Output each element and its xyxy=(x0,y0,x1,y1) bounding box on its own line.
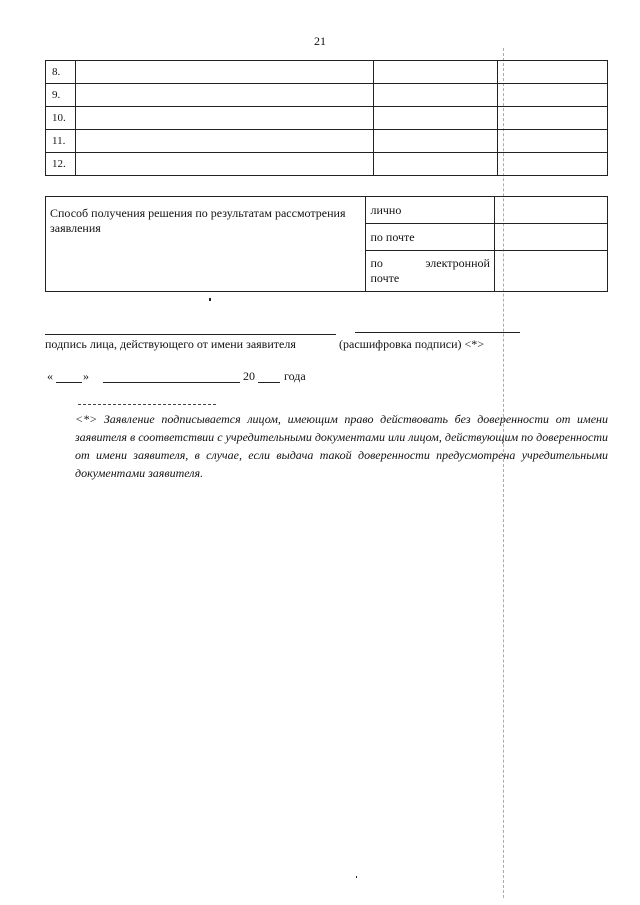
table-row xyxy=(46,153,608,176)
row-cell-extra[interactable] xyxy=(498,61,608,84)
scan-speck xyxy=(356,876,357,878)
footnote xyxy=(47,410,608,482)
date-close-quote: » xyxy=(83,369,89,383)
signature-caption: подпись лица, действующего от имени заявителя xyxy=(45,337,296,351)
table-row xyxy=(46,84,608,107)
option-electronic-label xyxy=(366,251,494,292)
row-cell-extra[interactable] xyxy=(498,107,608,130)
option-in-person-label: лично xyxy=(366,197,494,224)
row-cell-name[interactable] xyxy=(76,84,374,107)
option-electronic-word-1: по xyxy=(370,256,383,270)
receipt-method-label: Способ получения решения по результатам рассмотрения заявления xyxy=(46,197,366,292)
row-cell-extra[interactable] xyxy=(498,84,608,107)
footnote-text: <*> Заявление подписывается лицом, имеющим право действовать без доверенности от имени заявителя в соответствии с учредительными документами или лицом, действующим по доверенности от имени заявителя, в случае, если выдача такой доверенности предусмотрена учредительными документами заявителя. xyxy=(75,412,608,480)
table-row xyxy=(46,61,608,84)
row-cell-value[interactable] xyxy=(374,61,498,84)
signature-decoding-line[interactable] xyxy=(355,332,520,333)
row-cell-value[interactable] xyxy=(374,130,498,153)
option-by-mail-label: по почте xyxy=(366,224,494,251)
date-year-field[interactable] xyxy=(258,382,280,383)
receipt-method-table xyxy=(45,196,608,292)
row-cell-value[interactable] xyxy=(374,107,498,130)
table-row xyxy=(46,130,608,153)
option-electronic-word-3: почте xyxy=(370,271,400,285)
page-number: 21 xyxy=(314,34,326,48)
row-cell-name[interactable] xyxy=(76,61,374,84)
row-cell-value[interactable] xyxy=(374,84,498,107)
row-number: 12. xyxy=(46,153,76,176)
date-year-suffix: года xyxy=(284,369,306,383)
option-in-person-checkbox[interactable] xyxy=(494,197,607,224)
row-cell-name[interactable] xyxy=(76,130,374,153)
scan-speck xyxy=(209,298,211,301)
table-row xyxy=(46,107,608,130)
row-cell-extra[interactable] xyxy=(498,153,608,176)
row-number: 11. xyxy=(46,130,76,153)
numbered-rows-table xyxy=(45,60,608,176)
row-number: 9. xyxy=(46,84,76,107)
signature-line[interactable] xyxy=(45,334,336,335)
option-electronic-checkbox[interactable] xyxy=(494,251,607,292)
date-open-quote: « xyxy=(47,369,53,383)
row-cell-extra[interactable] xyxy=(498,130,608,153)
row-cell-name[interactable] xyxy=(76,107,374,130)
option-by-mail-checkbox[interactable] xyxy=(494,224,607,251)
date-month-field[interactable] xyxy=(103,382,240,383)
date-day-field[interactable] xyxy=(56,382,82,383)
option-electronic-word-2: электронной xyxy=(425,256,490,270)
date-year-prefix: 20 xyxy=(243,369,255,383)
row-cell-value[interactable] xyxy=(374,153,498,176)
row-cell-name[interactable] xyxy=(76,153,374,176)
row-number: 10. xyxy=(46,107,76,130)
signature-decoding-caption: (расшифровка подписи) <*> xyxy=(339,337,485,351)
row-number: 8. xyxy=(46,61,76,84)
footnote-rule xyxy=(78,404,216,405)
